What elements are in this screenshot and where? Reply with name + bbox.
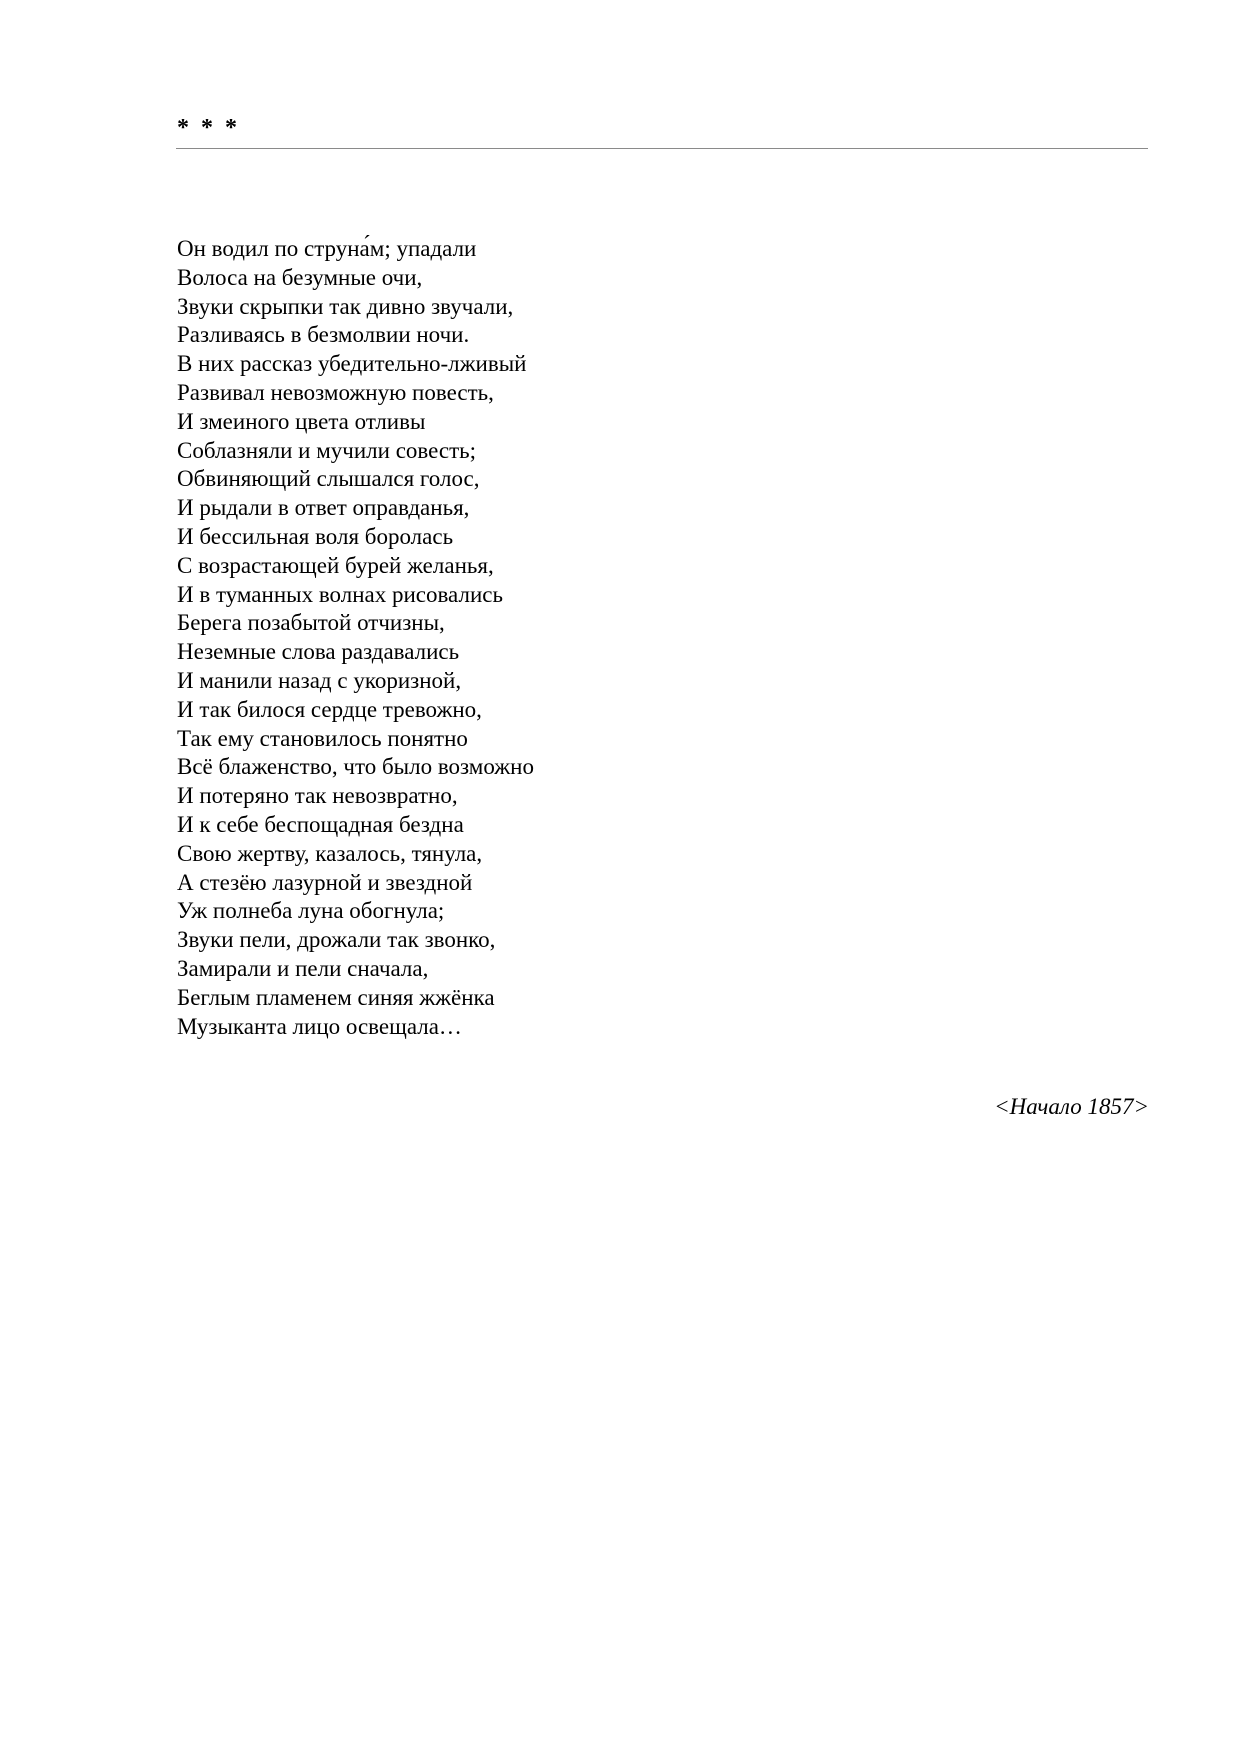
poem-line: Неземные слова раздавались: [177, 639, 460, 665]
poem-line: Беглым пламенем синяя жжёнка: [177, 984, 495, 1010]
poem-line: Звуки пели, дрожали так звонко,: [177, 927, 496, 953]
poem-line: И к себе беспощадная бездна: [177, 811, 464, 837]
poem-line: И так билося сердце тревожно,: [177, 696, 482, 722]
poem-line: И потеряно так невозвратно,: [177, 783, 458, 809]
poem-line: Звуки скрыпки так дивно звучали,: [177, 293, 514, 319]
poem-line: Волоса на безумные очи,: [177, 264, 423, 290]
poem-line: А стезёю лазурной и звездной: [177, 869, 473, 895]
poem-title: * * *: [177, 115, 240, 141]
poem-line: Соблазняли и мучили совесть;: [177, 437, 477, 463]
poem-line: В них рассказ убедительно-лживый: [177, 351, 527, 377]
poem-text: [177, 235, 534, 1041]
poem-line: Берега позабытой отчизны,: [177, 610, 445, 636]
poem-line: Разливаясь в безмолвии ночи.: [177, 322, 470, 348]
poem-line: И рыдали в ответ оправданья,: [177, 495, 470, 521]
poem-line: Развивал невозможную повесть,: [177, 379, 494, 405]
poem-line: Обвиняющий слышался голос,: [177, 466, 480, 492]
poem-line: С возрастающей бурей желанья,: [177, 552, 494, 578]
poem-date: <Начало 1857>: [994, 1094, 1149, 1119]
page-header: [176, 116, 1148, 149]
poem-line: Замирали и пели сначала,: [177, 955, 429, 981]
poem-line: Уж полнеба луна обогнула;: [177, 898, 445, 924]
poem-line: Свою жертву, казалось, тянула,: [177, 840, 483, 866]
poem-line: Всё блаженство, что было возможно: [177, 754, 534, 780]
poem-line: Он водил по струна́м; упадали: [177, 236, 477, 261]
poem-line: И бессильная воля боролась: [177, 523, 454, 549]
poem-line: Так ему становилось понятно: [177, 725, 468, 751]
poem-line: И в туманных волнах рисовались: [177, 581, 503, 607]
poem-line: И змеиного цвета отливы: [177, 408, 426, 434]
poem-line: И манили назад с укоризной,: [177, 667, 462, 693]
poem-line: Музыканта лицо освещала…: [177, 1013, 462, 1039]
